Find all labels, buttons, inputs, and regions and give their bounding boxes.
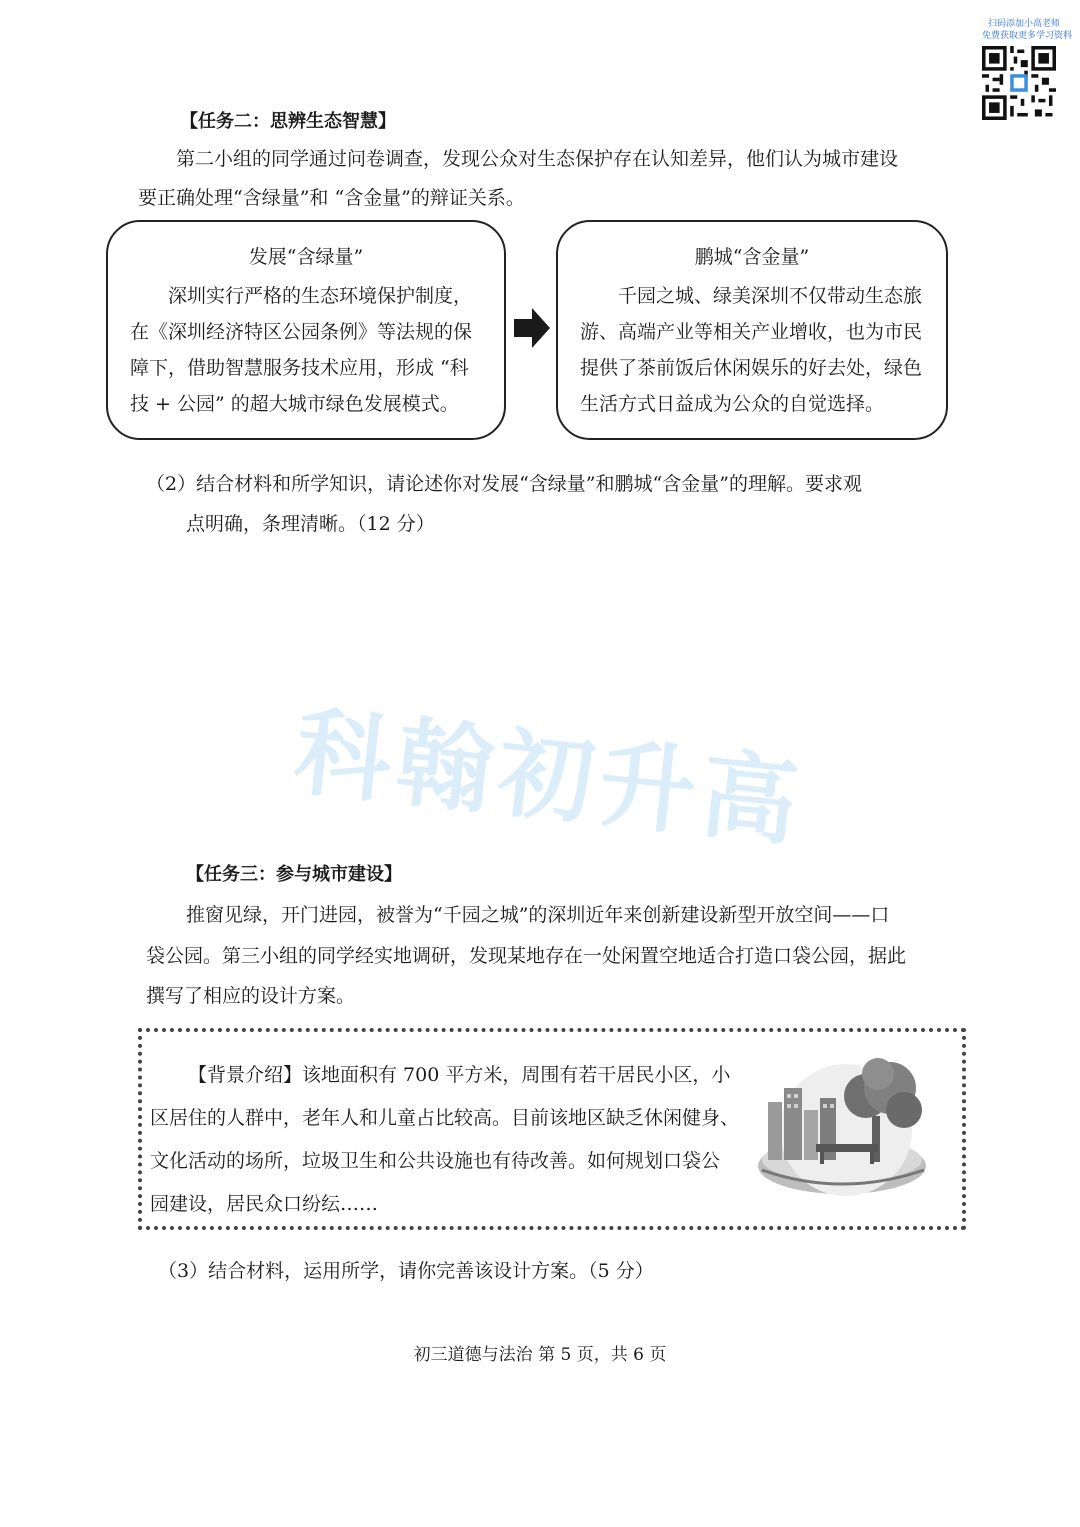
background-intro-box: [138, 1028, 966, 1230]
background-intro-line: 文化活动的场所，垃圾卫生和公共设施也有待改善。如何规划口袋公: [150, 1150, 721, 1172]
gold-content-body: [580, 278, 932, 422]
qr-caption: [982, 18, 1073, 42]
page-footer: 初三道德与法治 第 5 页，共 6 页: [413, 1345, 667, 1365]
task2-heading: 【任务二：思辨生态智慧】: [180, 111, 396, 132]
green-content-line: 障下，借助智慧服务技术应用，形成 “科: [130, 357, 469, 379]
background-intro-line: 【背景介绍】该地面积有 700 平方米，周围有若干居民小区，小: [188, 1064, 731, 1086]
gold-content-line: 游、高端产业等相关产业增收，也为市民: [580, 321, 923, 343]
pocket-park-illustration: [754, 1058, 930, 1208]
green-content-body: [130, 278, 490, 422]
qr-code-icon[interactable]: [982, 46, 1056, 120]
right-arrow-icon: [512, 306, 552, 350]
green-content-line: 技 + 公园” 的超大城市绿色发展模式。: [130, 393, 459, 415]
background-intro-line: 区居住的人群中，老年人和儿童占比较高。目前该地区缺乏休闲健身、: [150, 1107, 740, 1129]
task3-intro-line-2: 袋公园。第三小组的同学经实地调研，发现某地存在一处闲置空地适合打造口袋公园，据此: [146, 945, 907, 967]
question-2-line-2: 点明确，条理清晰。（12 分）: [186, 513, 435, 535]
gold-content-box: [556, 220, 948, 440]
green-content-box: [106, 220, 506, 440]
task3-intro-line-1: 推窗见绿，开门进园，被誉为“千园之城”的深圳近年来创新建设新型开放空间——口: [186, 904, 890, 926]
green-content-line: 在《深圳经济特区公园条例》等法规的保: [130, 321, 473, 343]
gold-content-line: 千园之城、绿美深圳不仅带动生态旅: [618, 285, 923, 307]
question-2-line-1: （2）结合材料和所学知识，请论述你对发展“含绿量”和鹏城“含金量”的理解。要求观: [146, 473, 862, 495]
gold-content-title: 鹏城“含金量”: [694, 246, 810, 268]
qr-caption-line-2: 免费获取更多学习资料: [982, 31, 1073, 41]
qr-caption-line-1: 扫码添加小高老师: [987, 19, 1060, 29]
question-3: （3）结合材料，运用所学，请你完善该设计方案。（5 分）: [158, 1260, 654, 1282]
task2-intro-line-2: 要正确处理“含绿量”和 “含金量”的辩证关系。: [138, 187, 525, 209]
green-content-line: 深圳实行严格的生态环境保护制度，: [168, 285, 473, 307]
green-content-title: 发展“含绿量”: [248, 246, 364, 268]
task2-intro-line-1: 第二小组的同学通过问卷调查，发现公众对生态保护存在认知差异，他们认为城市建设: [176, 148, 899, 170]
background-intro-text: [150, 1054, 739, 1226]
task3-heading: 【任务三：参与城市建设】: [186, 864, 402, 885]
qr-promo: [982, 18, 1073, 124]
gold-content-line: 提供了茶前饭后休闲娱乐的好去处，绿色: [580, 357, 923, 379]
task3-intro-line-3: 撰写了相应的设计方案。: [146, 985, 356, 1007]
watermark: 科翰初升高: [289, 695, 809, 861]
gold-content-line: 生活方式日益成为公众的自觉选择。: [580, 393, 885, 415]
background-intro-line: 园建设，居民众口纷纭……: [150, 1193, 379, 1215]
